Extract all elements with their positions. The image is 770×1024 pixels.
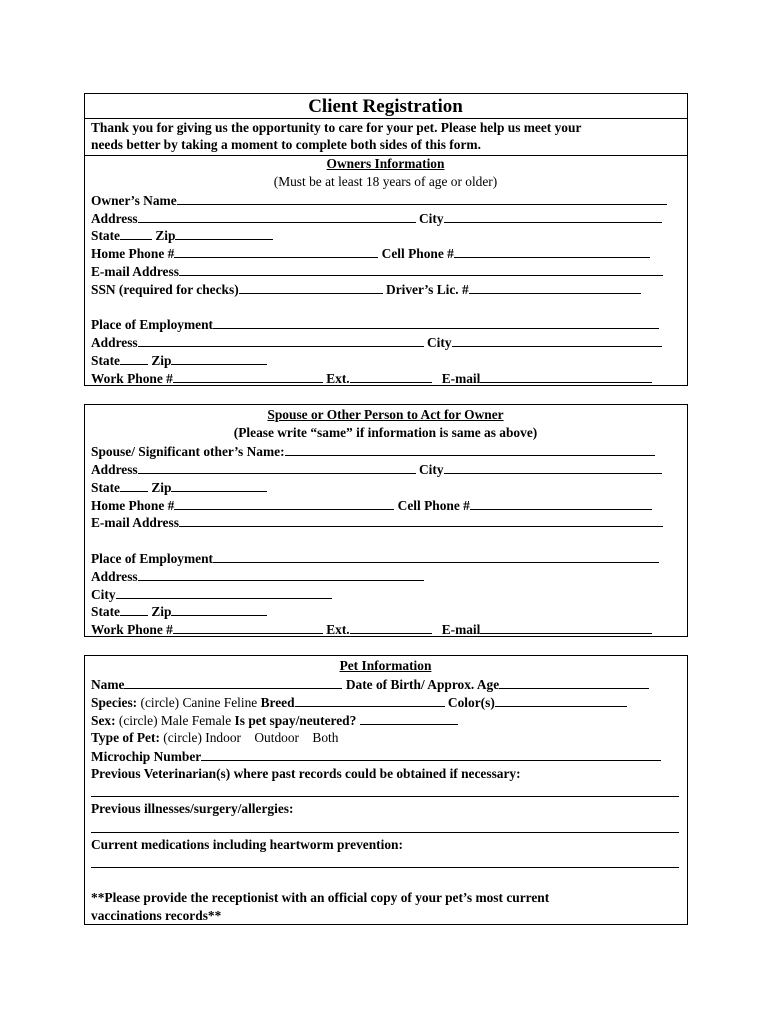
pet-microchip-label: Microchip Number [91,749,202,764]
owner-address-field[interactable] [138,210,416,223]
pet-prev-vet-field[interactable] [91,796,679,797]
spouse-employment-label: Place of Employment [91,551,213,566]
pet-species-label: Species: [91,695,138,710]
pet-type-row [91,730,338,746]
spouse-work-state-label: State [91,604,121,619]
spouse-work-address-row [91,568,424,585]
owner-email-row [91,263,663,280]
owner-work-city-label: City [427,335,452,350]
spouse-address-row [91,461,662,478]
spouse-work-address-label: Address [91,569,138,584]
spouse-heading: Spouse or Other Person to Act for Owner [267,407,504,422]
owners-subheading: (Must be at least 18 years of age or older) [273,174,498,189]
spouse-name-row [91,443,655,460]
spouse-email-field[interactable] [179,514,663,527]
pet-species-options[interactable]: (circle) Canine Feline [140,695,258,710]
spouse-zip-field[interactable] [171,479,267,492]
pet-color-label: Color(s) [447,695,495,710]
owner-license-field[interactable] [469,281,641,294]
spouse-work-city-row [91,586,332,603]
spouse-cell-phone-field[interactable] [470,497,652,510]
owner-ext-label: Ext. [326,371,350,386]
owner-employment-field[interactable] [213,316,659,329]
spouse-address-label: Address [91,462,138,477]
pet-sex-row [91,712,458,729]
spouse-home-phone-label: Home Phone # [91,498,175,513]
owner-work-state-row [91,352,267,369]
intro-text-2: needs better by taking a moment to complete both sides of this form. [91,137,481,152]
spouse-employment-row [91,550,659,567]
owner-address-row [91,210,662,227]
pet-microchip-row [91,748,661,765]
spouse-work-phone-label: Work Phone # [91,622,173,637]
owner-state-label: State [91,228,121,243]
spouse-ext-field[interactable] [350,621,432,634]
spouse-ext-label: Ext. [326,622,350,637]
owner-email-label: E-mail Address [91,264,179,279]
spouse-city-label: City [419,462,444,477]
spouse-employment-field[interactable] [213,550,659,563]
pet-sex-options[interactable]: (circle) Male Female [118,713,232,728]
owner-work-state-field[interactable] [120,352,148,365]
owner-work-phone-field[interactable] [173,370,323,383]
spouse-address-field[interactable] [138,461,416,474]
owner-employment-label: Place of Employment [91,317,213,332]
pet-dob-field[interactable] [499,676,649,689]
title-divider [84,118,688,119]
spouse-subheading: (Please write “same” if information is same as above) [233,425,538,440]
pet-illnesses-label: Previous illnesses/surgery/allergies: [91,801,294,816]
owner-employment-row [91,316,659,333]
spouse-cell-phone-label: Cell Phone # [397,498,470,513]
spouse-city-field[interactable] [444,461,662,474]
spouse-work-zip-field[interactable] [171,603,267,616]
owner-city-field[interactable] [444,210,662,223]
owner-ssn-label: SSN (required for checks) [91,282,239,297]
owner-work-address-field[interactable] [138,334,424,347]
spouse-name-field[interactable] [285,443,655,456]
spouse-work-city-field[interactable] [116,586,332,599]
owner-work-city-field[interactable] [452,334,662,347]
owners-heading: Owners Information [326,156,445,171]
owner-work-zip-field[interactable] [171,352,267,365]
pet-prev-vet-label: Previous Veterinarian(s) where past records could be obtained if necessary: [91,766,521,781]
spouse-work-email-label: E-mail [441,622,481,637]
pet-dob-label: Date of Birth/ Approx. Age [345,677,500,692]
pet-name-row [91,676,649,693]
spouse-work-state-field[interactable] [120,603,148,616]
spouse-work-state-row [91,603,267,620]
spouse-state-row [91,479,267,496]
pet-microchip-field[interactable] [201,748,661,761]
spouse-phone-row [91,497,652,514]
spouse-work-zip-label: Zip [151,604,172,619]
spouse-zip-label: Zip [151,480,172,495]
pet-name-label: Name [91,677,125,692]
pet-spay-label: Is pet spay/neutered? [234,713,357,728]
owner-address-label: Address [91,211,138,226]
spouse-state-label: State [91,480,121,495]
pet-name-field[interactable] [124,676,342,689]
spouse-name-label: Spouse/ Significant other’s Name: [91,444,285,459]
owner-name-row [91,192,667,209]
owner-name-label: Owner’s Name [91,193,177,208]
pet-breed-field[interactable] [295,694,445,707]
spouse-home-phone-field[interactable] [174,497,394,510]
owner-state-field[interactable] [120,227,152,240]
owner-work-state-label: State [91,353,121,368]
owner-work-address-label: Address [91,335,138,350]
owner-ext-field[interactable] [350,370,432,383]
owner-home-phone-label: Home Phone # [91,246,175,261]
owner-cell-phone-label: Cell Phone # [381,246,454,261]
spouse-email-label: E-mail Address [91,515,179,530]
spouse-email-row [91,514,663,531]
intro-text-1: Thank you for giving us the opportunity to care for your pet. Please help us meet your [91,120,582,135]
pet-heading: Pet Information [339,658,432,673]
pet-type-options[interactable]: (circle) Indoor Outdoor Both [163,730,339,745]
page-title: Client Registration [308,96,463,117]
owner-work-zip-label: Zip [151,353,172,368]
owner-name-field[interactable] [177,192,667,205]
pet-color-field[interactable] [495,694,627,707]
pet-breed-label: Breed [260,695,295,710]
spouse-work-email-field[interactable] [480,621,652,634]
owner-state-row [91,227,273,244]
owner-license-label: Driver’s Lic. # [386,282,469,297]
pet-sex-label: Sex: [91,713,116,728]
spouse-work-phone-row [91,621,652,638]
owner-cell-phone-field[interactable] [454,245,650,258]
pet-note-1: **Please provide the receptionist with an official copy of your pet’s most current [91,890,550,905]
pet-note-2: vaccinations records** [91,908,222,923]
spouse-work-phone-field[interactable] [173,621,323,634]
owner-ssn-row [91,281,641,298]
pet-medications-field[interactable] [91,867,679,868]
owner-zip-label: Zip [155,228,176,243]
pet-illnesses-field[interactable] [91,832,679,833]
spouse-work-city-label: City [91,587,116,602]
pet-spay-field[interactable] [360,712,458,725]
pet-species-row [91,694,627,711]
owner-work-email-label: E-mail [441,371,481,386]
pet-medications-label: Current medications including heartworm prevention: [91,837,403,852]
spouse-state-field[interactable] [120,479,148,492]
owner-email-field[interactable] [179,263,663,276]
owner-work-phone-row [91,370,652,387]
owner-work-address-row [91,334,662,351]
owner-city-label: City [419,211,444,226]
owner-work-phone-label: Work Phone # [91,371,173,386]
owner-phone-row [91,245,650,262]
owner-zip-field[interactable] [175,227,273,240]
owner-ssn-field[interactable] [239,281,383,294]
owner-home-phone-field[interactable] [174,245,378,258]
spouse-work-address-field[interactable] [138,568,424,581]
pet-type-label: Type of Pet: [91,730,160,745]
owner-work-email-field[interactable] [480,370,652,383]
